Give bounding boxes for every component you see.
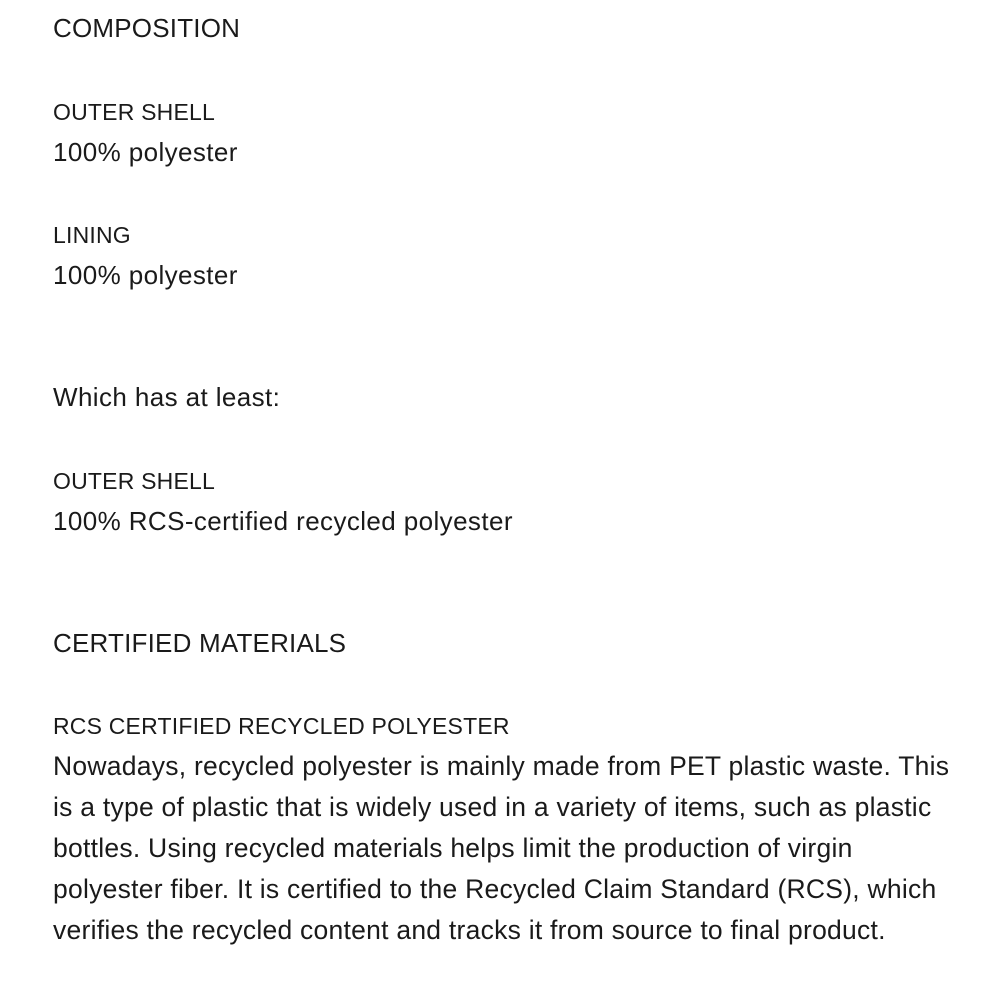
outer-shell-label: OUTER SHELL [53, 99, 215, 125]
certified-materials-heading: CERTIFIED MATERIALS [53, 628, 347, 658]
outer-shell-value: 100% polyester [53, 137, 238, 167]
rcs-material-description: Nowadays, recycled polyester is mainly made from PET plastic waste. This is a type of plastic that is widely used in a variety of items, such as plastic bottles. Using recycled materials helps limit the production of virgin polyester fiber. It is certified to the Recycled Claim Standard (RCS), which verifies the recycled content and tracks it from source to final product. [53, 751, 950, 945]
composition-heading: COMPOSITION [53, 13, 241, 43]
recycled-outer-shell-value: 100% RCS-certified recycled polyester [53, 506, 513, 536]
lining-label: LINING [53, 222, 131, 248]
lining-value: 100% polyester [53, 260, 238, 290]
at-least-intro: Which has at least: [53, 382, 281, 412]
recycled-outer-shell-label: OUTER SHELL [53, 468, 215, 494]
rcs-material-label: RCS CERTIFIED RECYCLED POLYESTER [53, 713, 510, 739]
